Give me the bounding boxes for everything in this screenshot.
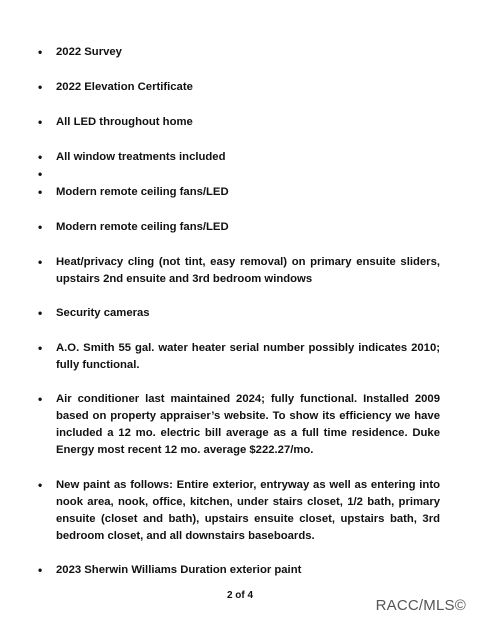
list-item-text: All window treatments included: [56, 151, 226, 163]
bullet-marker: •: [38, 150, 43, 164]
bullet-marker: •: [38, 167, 43, 181]
list-item-text: Modern remote ceiling fans/LED: [56, 221, 229, 233]
bullet-marker: •: [38, 563, 43, 577]
list-item-text: Modern remote ceiling fans/LED: [56, 186, 229, 198]
watermark: RACC/MLS©: [375, 597, 466, 614]
list-item-text: 2022 Elevation Certificate: [56, 81, 193, 93]
bullet-marker: •: [38, 185, 43, 199]
list-item-text: All LED throughout home: [56, 116, 193, 128]
list-item-text: Heat/privacy cling (not tint, easy removal) on primary ensuite sliders, upstairs 2nd ensuite and 3rd bedroom windows: [56, 256, 440, 285]
bullet-marker: •: [38, 255, 43, 269]
bullet-marker: •: [38, 306, 43, 320]
list-item-text: New paint as follows: Entire exterior, entryway as well as entering into nook area, nook, office, kitchen, under stairs closet, 1/2 bath, primary ensuite (closet and bath), upstairs ensuite closet, upstairs bath, 3rd bedroom closet, and all downstairs baseboards.: [56, 479, 440, 542]
bullet-marker: •: [38, 80, 43, 94]
bullet-marker: •: [38, 220, 43, 234]
bullet-marker: •: [38, 392, 43, 406]
bullet-marker: •: [38, 478, 43, 492]
bullet-marker: •: [38, 341, 43, 355]
list-item-text: 2022 Survey: [56, 46, 122, 58]
bullet-marker: •: [38, 45, 43, 59]
list-item-text: 2023 Sherwin Williams Duration exterior paint: [56, 564, 302, 576]
list-item-text: A.O. Smith 55 gal. water heater serial number possibly indicates 2010; fully functional.: [56, 342, 440, 371]
list-item-text: Air conditioner last maintained 2024; fully functional. Installed 2009 based on property appraiser’s website. To show its efficiency we have included a 12 mo. electric bill average as a full time residence. Duke Energy most recent 12 mo. average $222.27/mo.: [56, 393, 440, 456]
page-number: 2 of 4: [226, 590, 254, 601]
bullet-marker: •: [38, 115, 43, 129]
list-item-text: Security cameras: [56, 307, 150, 319]
